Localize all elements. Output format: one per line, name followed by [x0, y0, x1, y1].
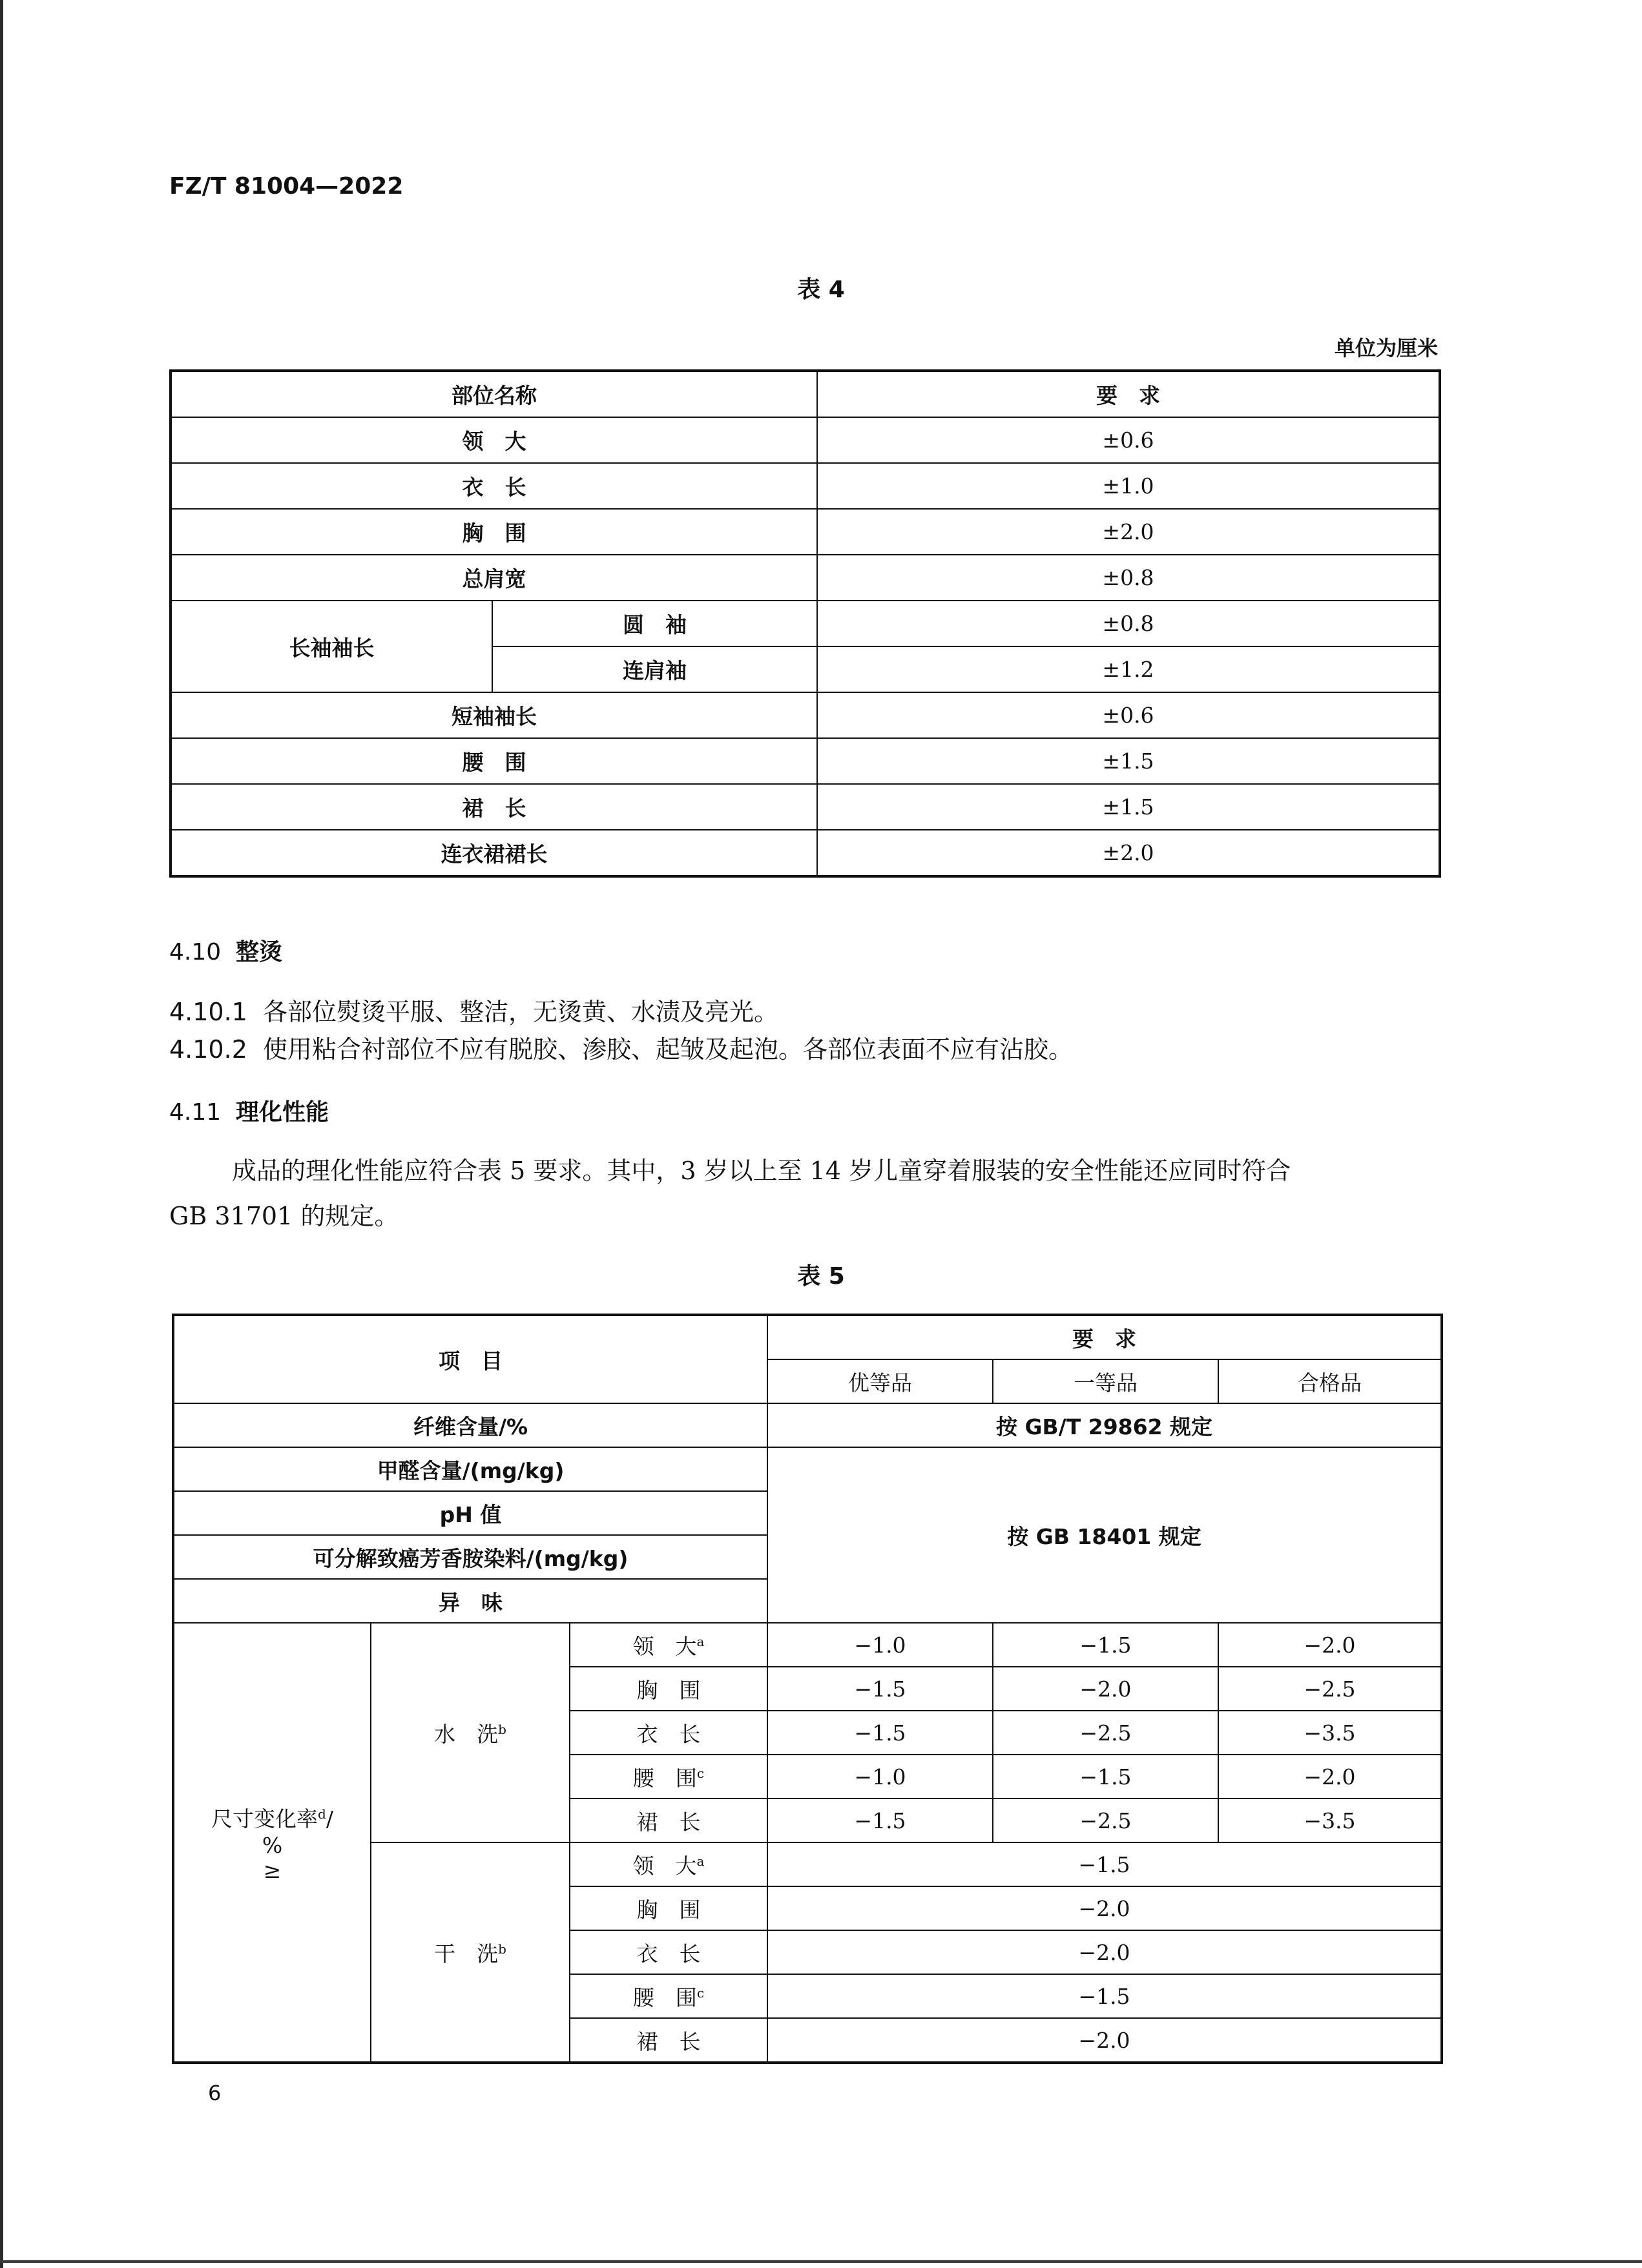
grade-qualified: 合格品 — [1218, 1359, 1442, 1403]
part-sup: a — [696, 1853, 705, 1869]
item-cell: 甲醛含量/(mg/kg) — [173, 1447, 767, 1491]
part-cell: 裙 长 — [570, 2018, 767, 2063]
req-cell: ±0.6 — [817, 417, 1440, 463]
req-header: 要 求 — [767, 1315, 1442, 1359]
item-cell: 纤维含量/% — [173, 1403, 767, 1447]
value-cell: −2.5 — [993, 1799, 1218, 1842]
clause-text: 使用粘合衬部位不应有脱胶、渗胶、起皱及起泡。各部位表面不应有沾胶。 — [263, 1035, 1074, 1064]
item-cell: 异 味 — [173, 1579, 767, 1623]
part-cell — [570, 1755, 767, 1799]
section-title: 整烫 — [236, 939, 283, 965]
table-row — [173, 1447, 1442, 1491]
part-cell: 裙 长 — [570, 1799, 767, 1842]
value-cell: −2.5 — [1218, 1667, 1442, 1711]
wash-label-sup: b — [498, 1721, 506, 1737]
table-row — [171, 601, 1440, 646]
part-cell — [570, 1974, 767, 2018]
part-cell: 衣 长 — [570, 1711, 767, 1755]
dim-label-unit: % — [262, 1832, 283, 1858]
dim-label-text: 尺寸变化率 — [211, 1806, 318, 1831]
wash-label — [371, 1623, 570, 1842]
part-cell: 胸 围 — [171, 509, 817, 555]
table4-unit: 单位为厘米 — [1334, 336, 1438, 360]
value-cell: −2.0 — [767, 1930, 1442, 1974]
scan-edge-left — [0, 0, 3, 2268]
value-cell: −1.5 — [767, 1667, 993, 1711]
header-req: 要 求 — [817, 371, 1440, 417]
paragraph-line: GB 31701 的规定。 — [169, 1202, 399, 1230]
part-text: 领 大 — [632, 1853, 697, 1879]
part-text: 腰 围 — [632, 1984, 697, 2010]
part-cell: 胸 围 — [570, 1886, 767, 1930]
grade-excellent: 优等品 — [767, 1359, 993, 1403]
dry-label-sup: b — [498, 1941, 506, 1957]
value-cell: −1.0 — [767, 1755, 993, 1799]
table-header-row — [171, 371, 1440, 417]
part-sup: a — [696, 1633, 705, 1649]
part-sup: c — [696, 1984, 705, 2001]
value-cell: −1.5 — [767, 1842, 1442, 1886]
dim-label-ge: ≥ — [263, 1857, 282, 1883]
req-cell: 按 GB 18401 规定 — [767, 1447, 1442, 1623]
header-part: 部位名称 — [171, 371, 817, 417]
table5-caption: 表 5 — [797, 1263, 845, 1290]
sleeve-sub-cell: 圆 袖 — [492, 601, 817, 646]
part-cell: 短袖袖长 — [171, 692, 817, 738]
req-cell: 按 GB/T 29862 规定 — [767, 1403, 1442, 1447]
section-4-10-heading — [169, 934, 282, 967]
scan-edge-bottom — [0, 2260, 1642, 2263]
table-row — [171, 555, 1440, 601]
paragraph-line: 成品的理化性能应符合表 5 要求。其中，3 岁以上至 14 岁儿童穿着服装的安全性能还应同时符合 — [232, 1157, 1291, 1185]
part-cell: 衣 长 — [570, 1930, 767, 1974]
sleeve-group-cell: 长袖袖长 — [171, 601, 492, 692]
table-row — [173, 1403, 1442, 1447]
dim-label-slash: / — [326, 1806, 333, 1831]
req-cell: ±2.0 — [817, 509, 1440, 555]
table-row — [171, 692, 1440, 738]
req-cell: ±0.6 — [817, 692, 1440, 738]
item-cell: 可分解致癌芳香胺染料/(mg/kg) — [173, 1535, 767, 1579]
section-4-11-paragraph — [169, 1148, 1440, 1239]
table-4 — [169, 369, 1441, 878]
value-cell: −1.5 — [767, 1974, 1442, 2018]
value-cell: −1.5 — [993, 1623, 1218, 1667]
table-row — [171, 830, 1440, 876]
sleeve-sub-cell: 连肩袖 — [492, 646, 817, 692]
value-cell: −2.0 — [1218, 1623, 1442, 1667]
clause-number: 4.10.2 — [169, 1035, 247, 1064]
section-number: 4.11 — [169, 1099, 222, 1126]
table4-caption: 表 4 — [797, 276, 845, 303]
wash-label-text: 水 洗 — [434, 1721, 499, 1747]
req-cell: ±1.5 — [817, 738, 1440, 784]
dry-label-text: 干 洗 — [434, 1941, 499, 1966]
dim-label-sup: d — [318, 1806, 326, 1822]
value-cell: −3.5 — [1218, 1711, 1442, 1755]
value-cell: −2.0 — [993, 1667, 1218, 1711]
doc-code-header: FZ/T 81004—2022 — [169, 173, 404, 200]
value-cell: −2.0 — [767, 2018, 1442, 2063]
table-row — [171, 784, 1440, 830]
table-row — [173, 1623, 1442, 1667]
value-cell: −3.5 — [1218, 1799, 1442, 1842]
req-cell: ±0.8 — [817, 555, 1440, 601]
value-cell: −1.5 — [993, 1755, 1218, 1799]
req-cell: ±1.2 — [817, 646, 1440, 692]
part-cell — [570, 1623, 767, 1667]
value-cell: −2.0 — [1218, 1755, 1442, 1799]
section-4-11-heading — [169, 1094, 329, 1127]
value-cell: −2.5 — [993, 1711, 1218, 1755]
part-cell — [570, 1842, 767, 1886]
part-cell: 裙 长 — [171, 784, 817, 830]
table-row — [171, 509, 1440, 555]
part-cell: 总肩宽 — [171, 555, 817, 601]
table-header-row — [173, 1315, 1442, 1359]
value-cell: −2.0 — [767, 1886, 1442, 1930]
section-title: 理化性能 — [236, 1099, 329, 1126]
clause-4-10-1 — [169, 992, 778, 1027]
part-text: 领 大 — [632, 1633, 697, 1659]
table-row — [171, 738, 1440, 784]
part-cell: 腰 围 — [171, 738, 817, 784]
value-cell: −1.5 — [767, 1711, 993, 1755]
value-cell: −1.0 — [767, 1623, 993, 1667]
section-number: 4.10 — [169, 939, 222, 965]
item-cell: pH 值 — [173, 1491, 767, 1535]
table-row — [171, 463, 1440, 509]
part-cell: 领 大 — [171, 417, 817, 463]
part-cell: 衣 长 — [171, 463, 817, 509]
grade-first: 一等品 — [993, 1359, 1218, 1403]
dimension-change-label — [173, 1623, 371, 2063]
value-cell: −1.5 — [767, 1799, 993, 1842]
req-cell: ±1.5 — [817, 784, 1440, 830]
req-cell: ±0.8 — [817, 601, 1440, 646]
page-number: 6 — [208, 2081, 222, 2105]
dry-label — [371, 1842, 570, 2063]
clause-number: 4.10.1 — [169, 998, 247, 1026]
clause-text: 各部位熨烫平服、整洁，无烫黄、水渍及亮光。 — [263, 998, 779, 1026]
part-sup: c — [696, 1765, 705, 1781]
table-row — [171, 417, 1440, 463]
clause-4-10-2 — [169, 1029, 1073, 1065]
part-text: 腰 围 — [632, 1765, 697, 1791]
req-cell: ±2.0 — [817, 830, 1440, 876]
table-5 — [172, 1314, 1443, 2064]
item-header: 项 目 — [173, 1315, 767, 1403]
part-cell: 胸 围 — [570, 1667, 767, 1711]
req-cell: ±1.0 — [817, 463, 1440, 509]
part-cell: 连衣裙裙长 — [171, 830, 817, 876]
